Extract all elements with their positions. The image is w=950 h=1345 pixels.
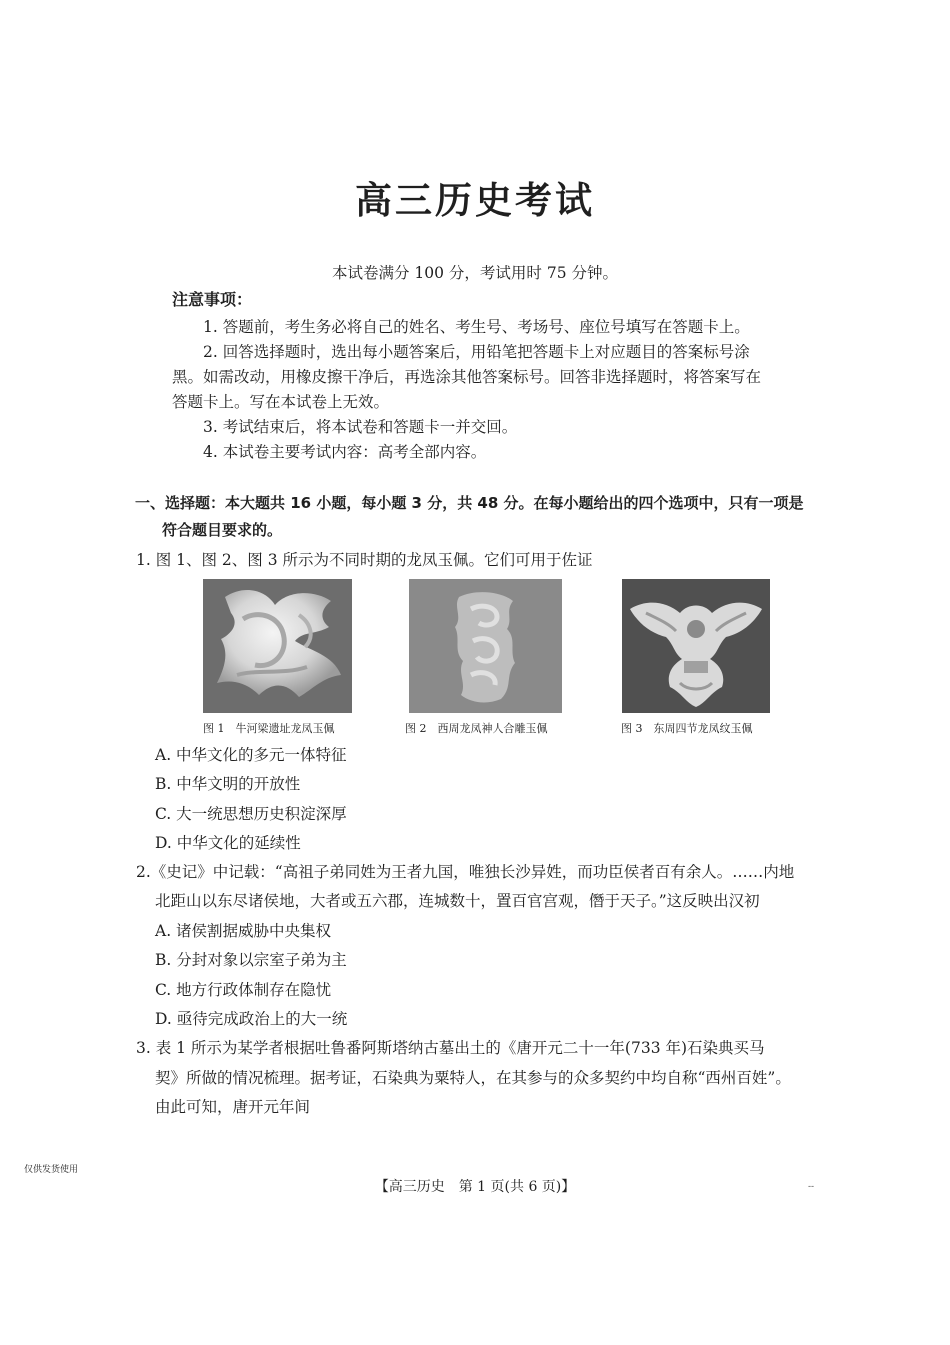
question-2-stem-cont: 北距山以东尽诸侯地，大者或五六郡，连城数十，置百官宫观，僭于天子。”这反映出汉初 — [155, 892, 760, 910]
q2-option-a: A. 诸侯割据威胁中央集权 — [155, 922, 332, 940]
notice-heading: 注意事项： — [172, 290, 253, 309]
question-1-stem: 1. 图 1、图 2、图 3 所示为不同时期的龙凤玉佩。它们可用于佐证 — [136, 551, 593, 569]
q1-option-b: B. 中华文明的开放性 — [155, 775, 301, 793]
q2-option-d: D. 亟待完成政治上的大一统 — [155, 1010, 348, 1028]
q1-option-d: D. 中华文化的延续性 — [155, 834, 301, 852]
question-2-stem: 2.《史记》中记载：“高祖子弟同姓为王者九国，唯独长沙异姓，而功臣侯者百有余人。……内地 — [136, 863, 795, 881]
q1-option-c: C. 大一统思想历史积淀深厚 — [155, 805, 347, 823]
figure-1-caption: 图 1 牛河梁遗址龙凤玉佩 — [203, 722, 335, 735]
q2-option-b: B. 分封对象以宗室子弟为主 — [155, 951, 347, 969]
figure-3-image — [622, 579, 770, 713]
question-3-stem: 3. 表 1 所示为某学者根据吐鲁番阿斯塔纳古墓出土的《唐开元二十一年(733 年)石染典买马 — [136, 1039, 765, 1057]
question-3-stem-cont: 契》所做的情况梳理。据考证，石染典为粟特人，在其参与的众多契约中均自称“西州百姓”。 — [155, 1069, 791, 1087]
figure-2-caption: 图 2 西周龙凤神人合雕玉佩 — [405, 722, 548, 735]
exam-intro: 本试卷满分 100 分，考试用时 75 分钟。 — [331, 264, 619, 282]
footer-page-number: 【高三历史 第 1 页(共 6 页)】 — [374, 1179, 576, 1195]
figure-3-caption: 图 3 东周四节龙凤纹玉佩 — [621, 722, 753, 735]
notice-item-2-end: 答题卡上。写在本试卷上无效。 — [172, 393, 390, 411]
footer-left-note: 仅供发货使用 — [24, 1165, 79, 1175]
question-3-stem-end: 由此可知，唐开元年间 — [155, 1098, 311, 1116]
notice-item-2: 2. 回答选择题时，选出每小题答案后，用铅笔把答题卡上对应题目的答案标号涂 — [203, 343, 750, 361]
notice-item-2-cont: 黑。如需改动，用橡皮擦干净后，再选涂其他答案标号。回答非选择题时，将答案写在 — [172, 368, 762, 386]
notice-item-4: 4. 本试卷主要考试内容：高考全部内容。 — [203, 443, 487, 461]
figure-2-image — [409, 579, 562, 713]
q1-option-a: A. 中华文化的多元一体特征 — [155, 746, 347, 764]
footer-mark: -- — [808, 1182, 815, 1192]
figure-1-image — [203, 579, 352, 713]
section-heading: 一、选择题：本大题共 16 小题，每小题 3 分，共 48 分。在每小题给出的四个选项中，只有一项是 — [135, 494, 804, 512]
notice-item-3: 3. 考试结束后，将本试卷和答题卡一并交回。 — [203, 418, 518, 436]
exam-title: 高三历史考试 — [355, 179, 595, 222]
notice-item-1: 1. 答题前，考生务必将自己的姓名、考生号、考场号、座位号填写在答题卡上。 — [203, 318, 750, 336]
section-heading-cont: 符合题目要求的。 — [162, 521, 283, 539]
q2-option-c: C. 地方行政体制存在隐忧 — [155, 981, 332, 999]
